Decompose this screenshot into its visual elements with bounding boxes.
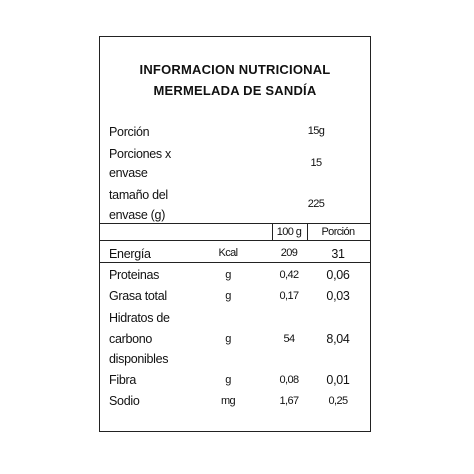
porcion-value: 15g [307,125,325,137]
label-title-line1: INFORMACION NUTRICIONAL [139,62,331,77]
row-fibra-per100: 0,08 [279,374,299,386]
tamano-label-line2: envase (g) [109,208,166,222]
row-proteinas-name: Proteinas [109,268,160,282]
row-proteinas-porcion: 0,06 [326,268,350,282]
row-grasa-name: Grasa total [109,289,167,303]
porciones-label-line2: envase [109,166,148,180]
porciones-value: 15 [310,157,322,169]
row-sodio-porcion: 0,25 [328,395,348,407]
header-divider-left [272,223,273,240]
header-porcion: Porción [321,226,355,238]
row-energia-unit: Kcal [218,247,238,259]
row-fibra-name: Fibra [109,373,136,387]
tamano-value: 225 [307,198,325,210]
header-per100: 100 g [276,226,302,238]
row-grasa-porcion: 0,03 [326,289,350,303]
row-hidratos-porcion: 8,04 [326,332,350,346]
row-fibra-porcion: 0,01 [326,373,350,387]
row-sodio-name: Sodio [109,394,140,408]
energia-rule [100,262,370,263]
row-hidratos-name-line1: Hidratos de [109,311,170,325]
row-hidratos-name-line2: carbono [109,332,153,346]
row-grasa-unit: g [225,290,231,302]
porciones-label-line1: Porciones x [109,147,172,161]
porcion-label: Porción [109,125,150,139]
nutrition-label [99,36,371,432]
table-top-rule [100,223,370,224]
row-sodio-per100: 1,67 [279,395,299,407]
row-hidratos-per100: 54 [283,333,295,345]
header-divider-right [307,223,308,240]
row-energia-porcion: 31 [331,247,345,261]
row-energia-name: Energía [109,247,151,261]
row-proteinas-unit: g [225,269,231,281]
row-grasa-per100: 0,17 [279,290,299,302]
table-header-rule [100,240,370,241]
row-hidratos-unit: g [225,333,231,345]
label-title-line2: MERMELADA DE SANDÍA [153,83,317,98]
row-energia-per100: 209 [280,247,298,259]
row-fibra-unit: g [225,374,231,386]
row-proteinas-per100: 0,42 [279,269,299,281]
tamano-label-line1: tamaño del [109,188,168,202]
row-sodio-unit: mg [220,395,236,407]
row-hidratos-name-line3: disponibles [109,352,169,366]
